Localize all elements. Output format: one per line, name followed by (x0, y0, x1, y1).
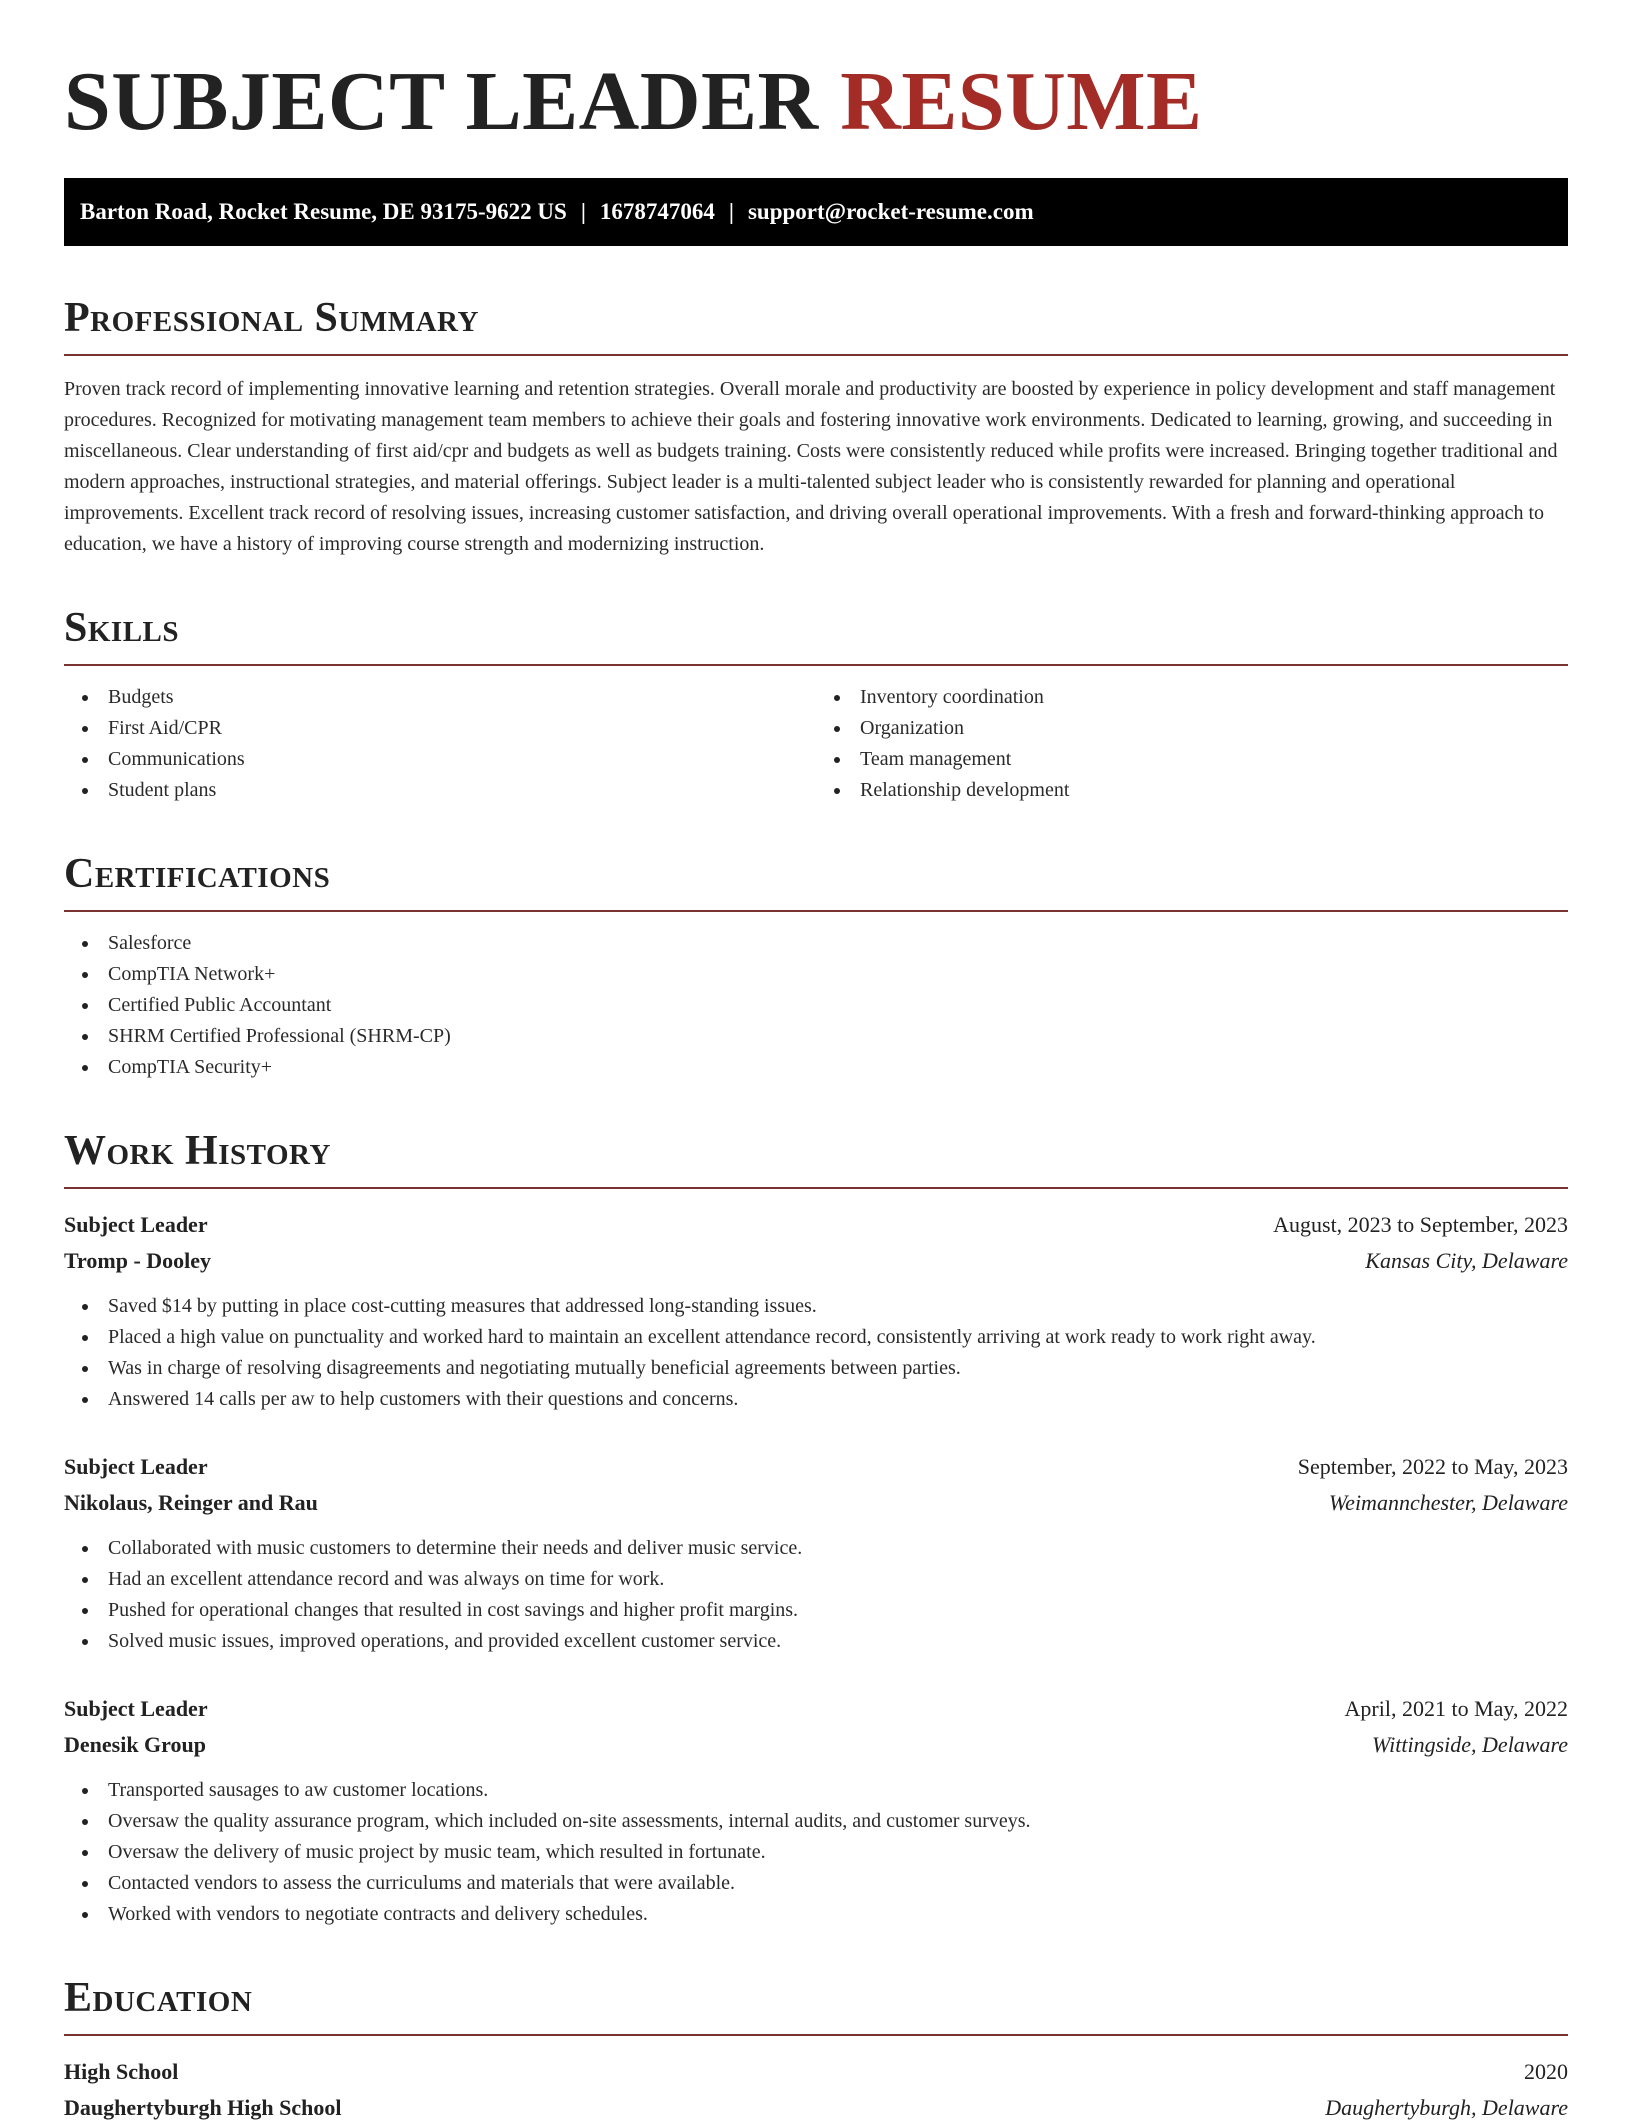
skills-grid (64, 682, 1568, 806)
job-dates: September, 2022 to May, 2023 (1297, 1454, 1568, 1479)
job-duty: Solved music issues, improved operations, and provided excellent customer service. (64, 1626, 1568, 1657)
contact-phone: 1678747064 (599, 199, 715, 224)
education-location: Daughertyburgh, Delaware (1325, 2095, 1568, 2120)
certification-item: Certified Public Accountant (64, 990, 1568, 1021)
contact-bar (64, 178, 1568, 246)
job-company-row (64, 1243, 1568, 1279)
job-dates: April, 2021 to May, 2022 (1344, 1696, 1568, 1721)
job-company-row (64, 1485, 1568, 1521)
job-duties (64, 1533, 1568, 1657)
job-duty: Saved $14 by putting in place cost-cutting measures that addressed long-standing issues. (64, 1291, 1568, 1322)
skill-item: Relationship development (816, 775, 1568, 806)
job-location: Kansas City, Delaware (1365, 1248, 1568, 1273)
education-year: 2020 (1524, 2059, 1568, 2084)
job-location: Weimannchester, Delaware (1328, 1490, 1568, 1515)
education-school-row (64, 2090, 1568, 2126)
job-duty: Oversaw the delivery of music project by music team, which resulted in fortunate. (64, 1837, 1568, 1868)
certification-item: CompTIA Network+ (64, 959, 1568, 990)
certification-item: CompTIA Security+ (64, 1052, 1568, 1083)
title-accent: RESUME (840, 55, 1203, 148)
skill-item: Communications (64, 744, 816, 775)
job-duty: Worked with vendors to negotiate contracts and delivery schedules. (64, 1899, 1568, 1930)
job-company-row (64, 1727, 1568, 1763)
title-main: SUBJECT LEADER (64, 55, 819, 148)
skills-list-left (64, 682, 816, 806)
job-duty: Oversaw the quality assurance program, which included on-site assessments, internal audits, and customer surveys. (64, 1806, 1568, 1837)
skills-heading: Skills (64, 604, 1568, 666)
contact-email: support@rocket-resume.com (747, 199, 1034, 224)
job-duty: Answered 14 calls per aw to help customers with their questions and concerns. (64, 1384, 1568, 1415)
skills-section (64, 604, 1568, 806)
education-degree: High School (64, 2059, 179, 2084)
certifications-list (64, 928, 1568, 1083)
job-duty: Collaborated with music customers to determine their needs and deliver music service. (64, 1533, 1568, 1564)
skills-list-right (816, 682, 1568, 806)
education-section (64, 1974, 1568, 2126)
skill-item: Team management (816, 744, 1568, 775)
contact-address: Barton Road, Rocket Resume, DE 93175-9622 US (80, 199, 567, 224)
summary-text: Proven track record of implementing innovative learning and retention strategies. Overall morale and productivity are boosted by experience in policy development and staff management procedures. Recognized for motivating management team members to achieve their goals and fostering innovative work environments. Dedicated to learning, growing, and succeeding in miscellaneous. Clear understanding of first aid/cpr and budgets as well as budgets training. Costs were consistently reduced while profits were increased. Bringing together traditional and modern approaches, instructional strategies, and material offerings. Subject leader is a multi-talented subject leader who is consistently rewarded for planning and operational improvements. Excellent track record of resolving issues, increasing customer satisfaction, and driving overall operational improvements. With a fresh and forward-thinking approach to education, we have a history of improving course strength and modernizing instruction. (64, 378, 1558, 555)
job-duty: Was in charge of resolving disagreements and negotiating mutually beneficial agreements between parties. (64, 1353, 1568, 1384)
job-title-row (64, 1449, 1568, 1485)
job-title-row (64, 1691, 1568, 1727)
job-title: Subject Leader (64, 1454, 208, 1479)
resume-title (64, 52, 1568, 152)
education-entry (64, 2054, 1568, 2126)
job-duty: Contacted vendors to assess the curriculums and materials that were available. (64, 1868, 1568, 1899)
job-company: Denesik Group (64, 1732, 207, 1757)
certifications-section (64, 850, 1568, 1083)
skill-item: Student plans (64, 775, 816, 806)
work-history-section (64, 1127, 1568, 1930)
job-entry (64, 1207, 1568, 1415)
job-duties (64, 1775, 1568, 1930)
job-duty: Pushed for operational changes that resulted in cost savings and higher profit margins. (64, 1595, 1568, 1626)
certification-item: Salesforce (64, 928, 1568, 959)
job-duty: Transported sausages to aw customer locations. (64, 1775, 1568, 1806)
job-entry (64, 1449, 1568, 1657)
job-duties (64, 1291, 1568, 1415)
job-duty: Placed a high value on punctuality and worked hard to maintain an excellent attendance record, consistently arriving at work ready to work right away. (64, 1322, 1568, 1353)
contact-separator: | (728, 199, 734, 224)
job-title: Subject Leader (64, 1212, 208, 1237)
contact-separator: | (580, 199, 586, 224)
work-history-heading: Work History (64, 1127, 1568, 1189)
education-school: Daughertyburgh High School (64, 2095, 342, 2120)
summary-heading: Professional Summary (64, 294, 1568, 356)
skill-item: Inventory coordination (816, 682, 1568, 713)
job-title: Subject Leader (64, 1696, 208, 1721)
skill-item: Organization (816, 713, 1568, 744)
certifications-heading: Certifications (64, 850, 1568, 912)
job-company: Tromp - Dooley (64, 1248, 212, 1273)
skill-item: First Aid/CPR (64, 713, 816, 744)
job-dates: August, 2023 to September, 2023 (1273, 1212, 1568, 1237)
job-title-row (64, 1207, 1568, 1243)
certification-item: SHRM Certified Professional (SHRM-CP) (64, 1021, 1568, 1052)
skill-item: Budgets (64, 682, 816, 713)
education-degree-row (64, 2054, 1568, 2090)
job-company: Nikolaus, Reinger and Rau (64, 1490, 318, 1515)
job-duty: Had an excellent attendance record and was always on time for work. (64, 1564, 1568, 1595)
job-entry (64, 1691, 1568, 1930)
summary-section (64, 294, 1568, 560)
education-heading: Education (64, 1974, 1568, 2036)
job-location: Wittingside, Delaware (1372, 1732, 1568, 1757)
